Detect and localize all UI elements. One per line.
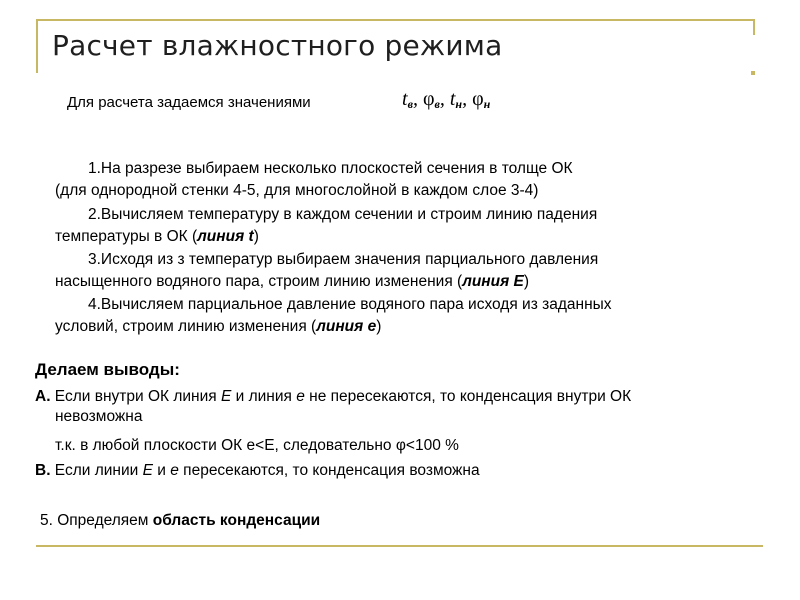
conclusions-heading: Делаем выводы:	[35, 360, 180, 379]
step-1	[55, 158, 573, 202]
frame-bottom-line	[36, 545, 763, 547]
step-3	[55, 249, 598, 293]
step-2-line2: температуры в ОК (линия t)	[55, 228, 259, 245]
step-5: 5. Определяем область конденсации	[40, 512, 321, 529]
step-4	[55, 294, 612, 338]
conclusion-a: А. Если внутри ОК линия Е и линия е не пересекаются, то конденсация внутри ОК	[35, 388, 632, 405]
conclusion-a-note: т.к. в любой плоскости ОК е<Е, следовательно φ<100 %	[55, 437, 459, 454]
step-1-line2: (для однородной стенки 4-5, для многослойной в каждом слое 3-4)	[55, 182, 539, 199]
frame-top-line	[36, 19, 755, 21]
frame-right-line	[753, 19, 755, 35]
conclusion-a-line2: невозможна	[55, 408, 143, 425]
step-2-line1: 2.Вычисляем температуру в каждом сечении и строим линию падения	[88, 206, 598, 223]
step-4-line1: 4.Вычисляем парциальное давление водяного пара исходя из заданных	[88, 296, 612, 313]
step-4-line2: условий, строим линию изменения (линия е)	[55, 318, 382, 335]
frame-left-line	[36, 19, 38, 73]
step-2	[55, 204, 597, 248]
intro-text: Для расчета задаемся значениями	[67, 94, 311, 111]
var-phi-in: $\varphi_в$,	[422, 88, 450, 111]
var-t-in: $t_в$,	[402, 88, 423, 111]
var-phi-out: $\varphi_н$	[472, 88, 491, 111]
var-t-out: $t_н$,	[449, 88, 473, 111]
step-1-line1: 1.На разрезе выбираем несколько плоскостей сечения в толще ОК	[88, 160, 573, 177]
conclusion-b: В. Если линии Е и е пересекаются, то конденсация возможна	[35, 462, 480, 479]
step-3-line1: 3.Исходя из з температур выбираем значения парциального давления	[88, 251, 599, 268]
intro-variables	[402, 88, 490, 112]
frame-corner-mark	[751, 71, 755, 75]
slide-title: Расчет влажностного режима	[52, 29, 503, 62]
step-3-line2: насыщенного водяного пара, строим линию изменения (линия Е)	[55, 273, 530, 290]
